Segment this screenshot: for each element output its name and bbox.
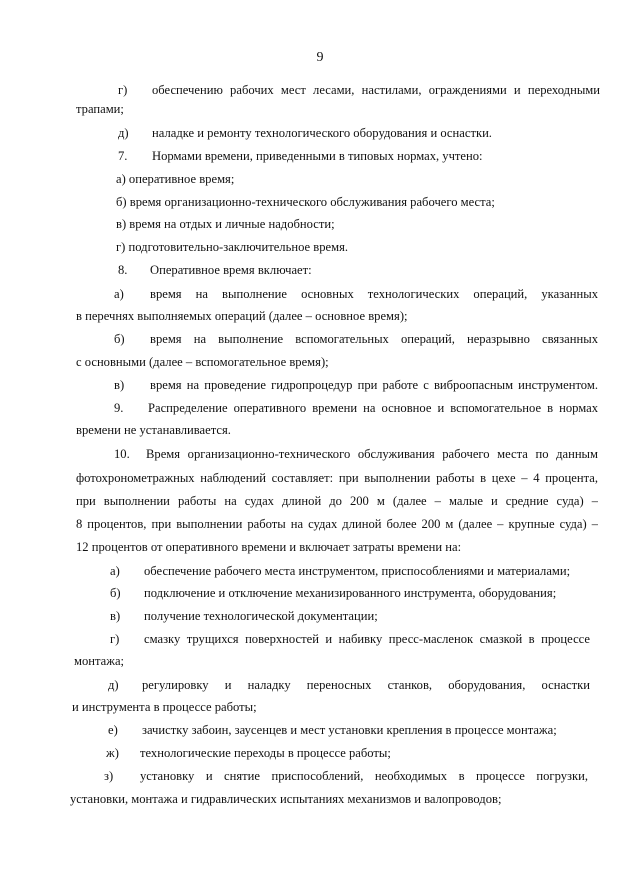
page-number: 9 [316, 50, 324, 65]
text-line: регулировку и наладку переносных станков, оборудования, оснастки [142, 678, 590, 692]
text-line: технологические переходы в процессе работы; [140, 746, 391, 760]
text-line: 12 процентов от оперативного времени и включает затраты времени на: [76, 540, 462, 554]
text-line: времени не устанавливается. [76, 423, 231, 437]
text-line: при выполнении работы на судах длиной до 200 м (далее – малые и средние суда) – [76, 494, 598, 508]
text-line: Нормами времени, приведенными в типовых нормах, учтено: [152, 149, 483, 163]
text-line: получение технологической документации; [144, 609, 378, 623]
text-line: время на выполнение вспомогательных операций, неразрывно связанных [150, 332, 598, 346]
text-line: Время организационно-технического обслуживания рабочего места по данным [146, 447, 598, 461]
text-line: в) время на отдых и личные надобности; [116, 217, 335, 231]
text-line: наладке и ремонту технологического оборудования и оснастки. [152, 126, 492, 140]
text-line: Распределение оперативного времени на основное и вспомогательное в нормах [148, 401, 598, 415]
paragraph-number: 8. [118, 263, 128, 277]
list-marker: а) [110, 564, 120, 578]
text-line: время на проведение гидропроцедур при работе с виброопасным инструментом. [150, 378, 598, 392]
paragraph-number: 7. [118, 149, 128, 163]
text-line: смазку трущихся поверхностей и набивку пресс-масленок смазкой в процессе [144, 632, 590, 646]
list-marker: ж) [106, 746, 119, 760]
text-line: установки, монтажа и гидравлических испытаниях механизмов и валопроводов; [70, 792, 502, 806]
paragraph-number: 9. [114, 401, 124, 415]
list-marker: е) [108, 723, 118, 737]
text-line: в перечнях выполняемых операций (далее – основное время); [76, 309, 408, 323]
text-line: зачистку забоин, заусенцев и мест установки крепления в процессе монтажа; [142, 723, 557, 737]
list-marker: г) [110, 632, 120, 646]
text-line: фотохронометражных наблюдений составляет: при выполнении работы в цехе – 4 процента, [76, 471, 598, 485]
list-marker: г) [118, 83, 128, 97]
paragraph-number: 10. [114, 447, 130, 461]
text-line: а) оперативное время; [116, 172, 235, 186]
text-line: г) подготовительно-заключительное время. [116, 240, 349, 254]
list-marker: в) [110, 609, 121, 623]
text-line: трапами; [76, 102, 124, 116]
text-line: подключение и отключение механизированного инструмента, оборудования; [144, 586, 557, 600]
list-marker: з) [104, 769, 114, 783]
text-line: Оперативное время включает: [150, 263, 312, 277]
text-line: установку и снятие приспособлений, необходимых в процессе погрузки, [140, 769, 588, 783]
text-line: 8 процентов, при выполнении работы на судах длиной более 200 м (далее – крупные суда) – [76, 517, 598, 531]
list-marker: д) [108, 678, 119, 692]
list-marker: б) [114, 332, 125, 346]
list-marker: д) [118, 126, 129, 140]
text-line: б) время организационно-технического обслуживания рабочего места; [116, 195, 495, 209]
text-line: монтажа; [74, 654, 125, 668]
text-line: обеспечению рабочих мест лесами, настилами, ограждениями и переходными [152, 83, 600, 97]
text-line: время на выполнение основных технологических операций, указанных [150, 287, 598, 301]
text-line: с основными (далее – вспомогательное время); [76, 355, 329, 369]
text-line: обеспечение рабочего места инструментом, приспособлениями и материалами; [144, 564, 571, 578]
list-marker: б) [110, 586, 121, 600]
list-marker: в) [114, 378, 125, 392]
list-marker: а) [114, 287, 124, 301]
text-line: и инструмента в процессе работы; [72, 700, 257, 714]
